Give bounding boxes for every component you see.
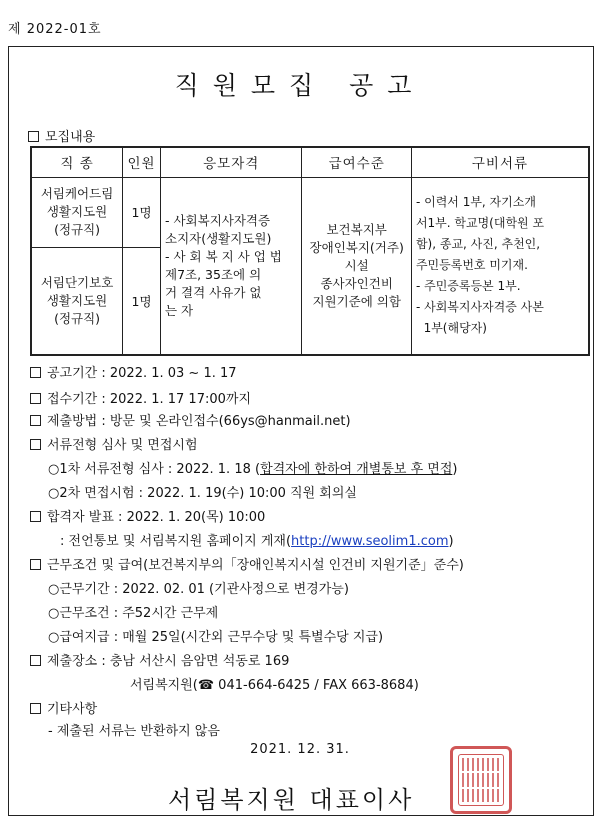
item-period: 공고기간 : 2022. 1. 03 ~ 1. 17 xyxy=(30,362,237,381)
header-count: 인원 xyxy=(123,147,161,177)
item-method: 제출방법 : 방문 및 온라인접수(66ys@hanmail.net) xyxy=(30,410,351,429)
table-header-row xyxy=(31,147,589,177)
item-receipt: 접수기간 : 2022. 1. 17 17:00까지 xyxy=(30,388,251,407)
checkbox-icon xyxy=(28,131,39,142)
job-cell: 서림케어드림 생활지도원 (정규직) xyxy=(31,177,123,247)
recruitment-table xyxy=(30,146,590,356)
pay-schedule: ○급여지급 : 매월 25일(시간외 근무수당 및 특별수당 지급) xyxy=(48,630,384,645)
checkbox-icon xyxy=(30,655,41,666)
checkbox-icon xyxy=(30,511,41,522)
checkbox-icon xyxy=(30,415,41,426)
announce-detail: : 전언통보 및 서림복지원 홈페이지 게재(http://www.seolim1.com) xyxy=(60,534,454,549)
checkbox-icon xyxy=(30,393,41,404)
header-documents: 구비서류 xyxy=(411,147,589,177)
count-cell: 1명 xyxy=(123,177,161,247)
checkbox-icon xyxy=(30,559,41,570)
table-row xyxy=(31,177,589,247)
item-screening: 서류전형 심사 및 면접시험 xyxy=(30,434,198,453)
notice-date: 2021. 12. 31. xyxy=(250,742,350,757)
header-qualification: 응모자격 xyxy=(161,147,302,177)
documents-cell: - 이력서 1부, 자기소개 서1부. 학교명(대학원 포 함), 종교, 사진, 추천인, 주민등록번호 미기재. - 주민증록등본 1부. - 사회복지사자격증 사본 1부(해당자) xyxy=(411,177,589,355)
checkbox-icon xyxy=(30,703,41,714)
salary-cell: 보건복지부 장애인복지(거주) 시설 종사자인건비 지원기준에 의함 xyxy=(302,177,412,355)
item-place: 제출장소 : 충남 서산시 음암면 석동로 169 xyxy=(30,650,289,669)
item-conditions: 근무조건 및 급여(보건복지부의「장애인복지시설 인건비 지원기준」준수) xyxy=(30,554,464,573)
job-cell: 서림단기보호 생활지도원 (정규직) xyxy=(31,247,123,355)
first-round: ○1차 서류전형 심사 : 2022. 1. 18 (합격자에 한하여 개별통보 후 면접) xyxy=(48,462,458,477)
official-seal-icon xyxy=(450,746,512,814)
section-label: 모집내용 xyxy=(45,130,96,145)
second-round: ○2차 면접시험 : 2022. 1. 19(수) 10:00 직원 회의실 xyxy=(48,486,357,501)
homepage-link[interactable]: http://www.seolim1.com xyxy=(291,534,449,549)
document-number: 제 2022-01호 xyxy=(8,22,102,37)
etc-note: - 제출된 서류는 반환하지 않음 xyxy=(48,724,220,739)
contact-info: 서림복지원(☎ 041-664-6425 / FAX 663-8684) xyxy=(130,678,419,693)
header-salary: 급여수준 xyxy=(302,147,412,177)
qualification-cell: - 사회복지사자격증 소지자(생활지도원) - 사 회 복 지 사 업 법 제7조, 35조에 의 거 결격 사유가 없 는 자 xyxy=(161,177,302,355)
checkbox-icon xyxy=(30,439,41,450)
item-announce: 합격자 발표 : 2022. 1. 20(목) 10:00 xyxy=(30,506,265,525)
work-period: ○근무기간 : 2022. 02. 01 (기관사정으로 변경가능) xyxy=(48,582,349,597)
count-cell: 1명 xyxy=(123,247,161,355)
issuer-name: 서림복지원 대표이사 xyxy=(168,786,415,814)
notice-title: 직원모집 공고 xyxy=(174,71,426,100)
work-condition: ○근무조건 : 주52시간 근무제 xyxy=(48,606,219,621)
item-etc: 기타사항 xyxy=(30,698,97,717)
section-recruitment xyxy=(28,126,95,145)
header-job: 직 종 xyxy=(31,147,123,177)
checkbox-icon xyxy=(30,367,41,378)
